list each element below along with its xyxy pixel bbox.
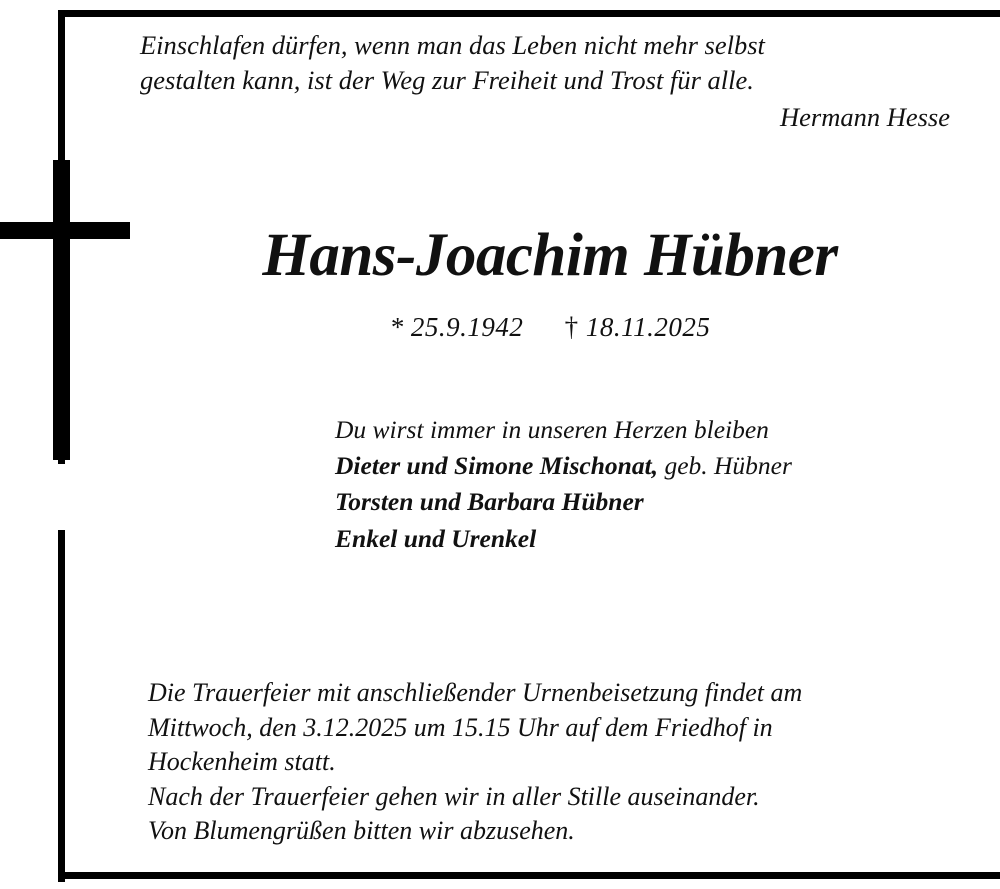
deceased-name: Hans-Joachim Hübner <box>262 222 838 289</box>
quote-line-2: gestalten kann, ist der Weg zur Freiheit und Trost für alle. <box>140 64 754 95</box>
service-line: Hockenheim statt. <box>148 747 336 777</box>
family-member-names: Dieter und Simone Mischonat, <box>335 451 659 481</box>
family-member-line <box>335 448 975 484</box>
quote-line-1: Einschlafen dürfen, wenn man das Leben nicht mehr selbst <box>140 30 765 60</box>
quote-author: Hermann Hesse <box>779 101 950 132</box>
service-line: Mittwoch, den 3.12.2025 um 15.15 Uhr auf dem Friedhof in <box>148 712 773 742</box>
life-dates <box>120 312 980 343</box>
family-intro-text: Du wirst immer in unseren Herzen bleiben <box>335 415 769 444</box>
family-member-line <box>335 521 975 557</box>
service-line: Nach der Trauerfeier gehen wir in aller Stille auseinander. <box>148 781 760 811</box>
death-date: 18.11.2025 <box>585 312 711 342</box>
family-member-line <box>335 484 975 520</box>
dagger-icon: † <box>564 312 579 342</box>
family-block <box>335 412 975 557</box>
birth-date: * 25.9.1942 <box>389 312 524 342</box>
service-line: Die Trauerfeier mit anschließender Urnenbeisetzung findet am <box>148 678 803 707</box>
service-line: Von Blumengrüßen bitten wir abzusehen. <box>148 816 575 846</box>
service-details-block <box>148 676 978 849</box>
family-member-names: Torsten und Barbara Hübner <box>335 487 644 517</box>
family-member-suffix: geb. Hübner <box>658 451 792 481</box>
family-member-names: Enkel und Urenkel <box>335 523 537 553</box>
quotation-block <box>140 28 950 135</box>
